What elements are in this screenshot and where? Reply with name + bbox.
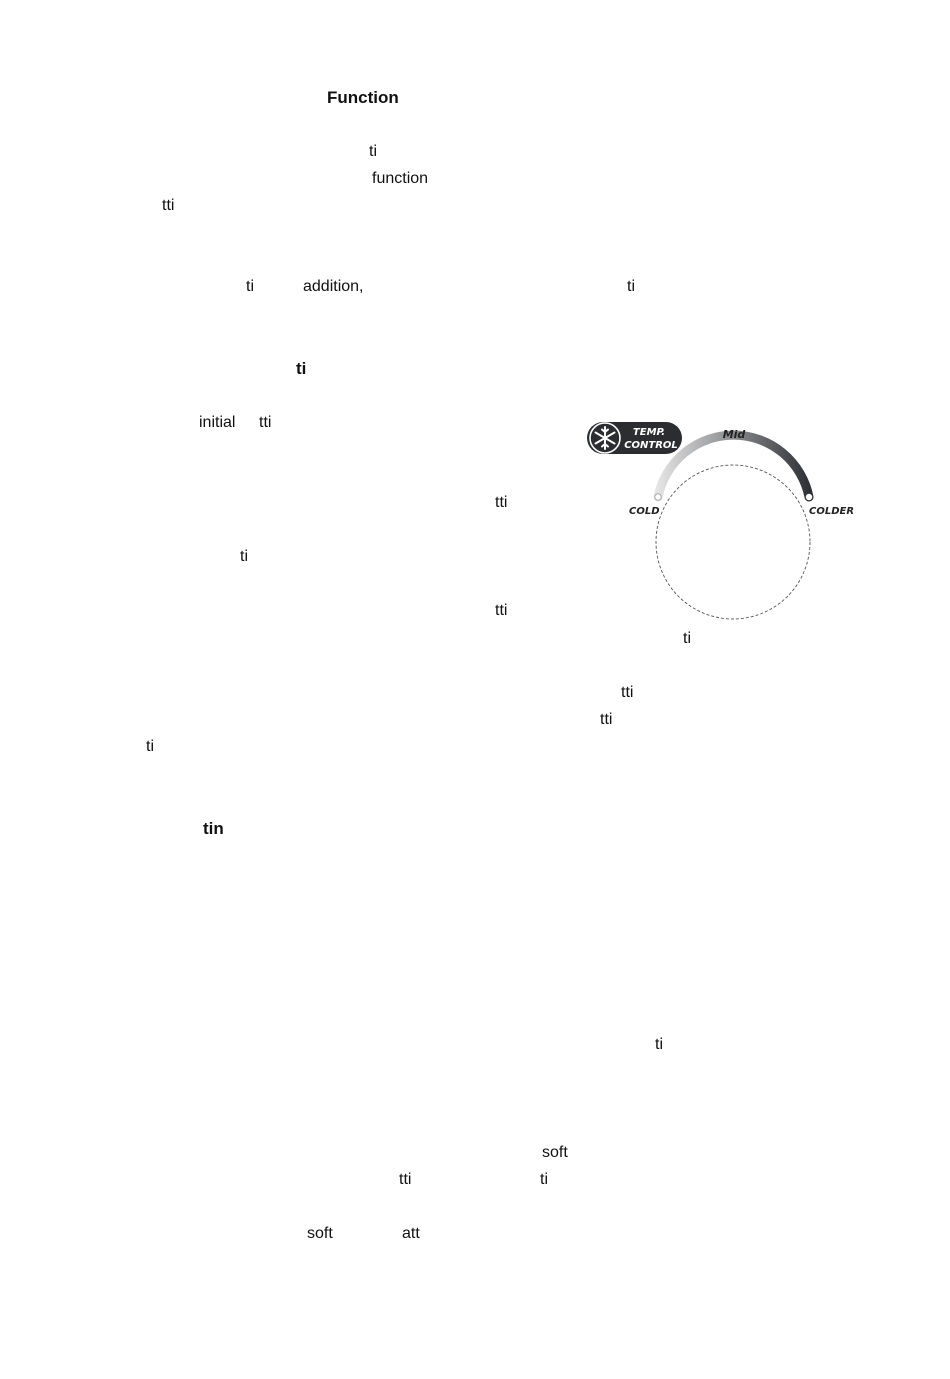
text-fragment: att	[402, 1225, 420, 1242]
badge-label-line2: CONTROL	[624, 440, 678, 451]
colder-label: COLDER	[809, 506, 855, 517]
knob-outline	[656, 465, 810, 619]
temperature-dial-diagram	[585, 418, 860, 628]
text-fragment: tti	[600, 711, 613, 728]
badge-label-line1: TEMP.	[632, 427, 666, 438]
text-fragment: tti	[495, 602, 508, 619]
text-fragment: ti	[683, 630, 691, 647]
temp-control-badge	[587, 422, 682, 454]
text-fragment: ti	[540, 1171, 548, 1188]
text-fragment: soft	[307, 1225, 333, 1242]
text-fragment: initial	[199, 414, 236, 431]
heading-tin: tin	[203, 819, 224, 838]
text-fragment: addition,	[303, 278, 364, 295]
text-fragment: ti	[627, 278, 635, 295]
text-fragment: tti	[495, 494, 508, 511]
cold-label: COLD	[629, 506, 660, 517]
text-fragment: soft	[542, 1144, 568, 1161]
text-fragment: function	[372, 170, 429, 187]
cold-marker	[655, 494, 661, 500]
mid-marker	[730, 451, 736, 457]
text-fragment: tti	[259, 414, 272, 431]
heading-ti: ti	[296, 359, 307, 378]
mid-label: Mid	[722, 428, 746, 441]
text-fragment: ti	[146, 738, 154, 755]
text-fragment: ti	[369, 143, 377, 160]
text-fragment: ti	[240, 548, 248, 565]
text-fragment: tti	[621, 684, 634, 701]
text-fragment: tti	[162, 197, 175, 214]
text-fragment: ti	[246, 278, 254, 295]
text-fragment: ti	[655, 1036, 663, 1053]
snowflake-icon	[590, 423, 620, 453]
text-fragment: tti	[399, 1171, 412, 1188]
colder-marker	[806, 494, 812, 500]
heading-function: Function	[327, 88, 399, 107]
